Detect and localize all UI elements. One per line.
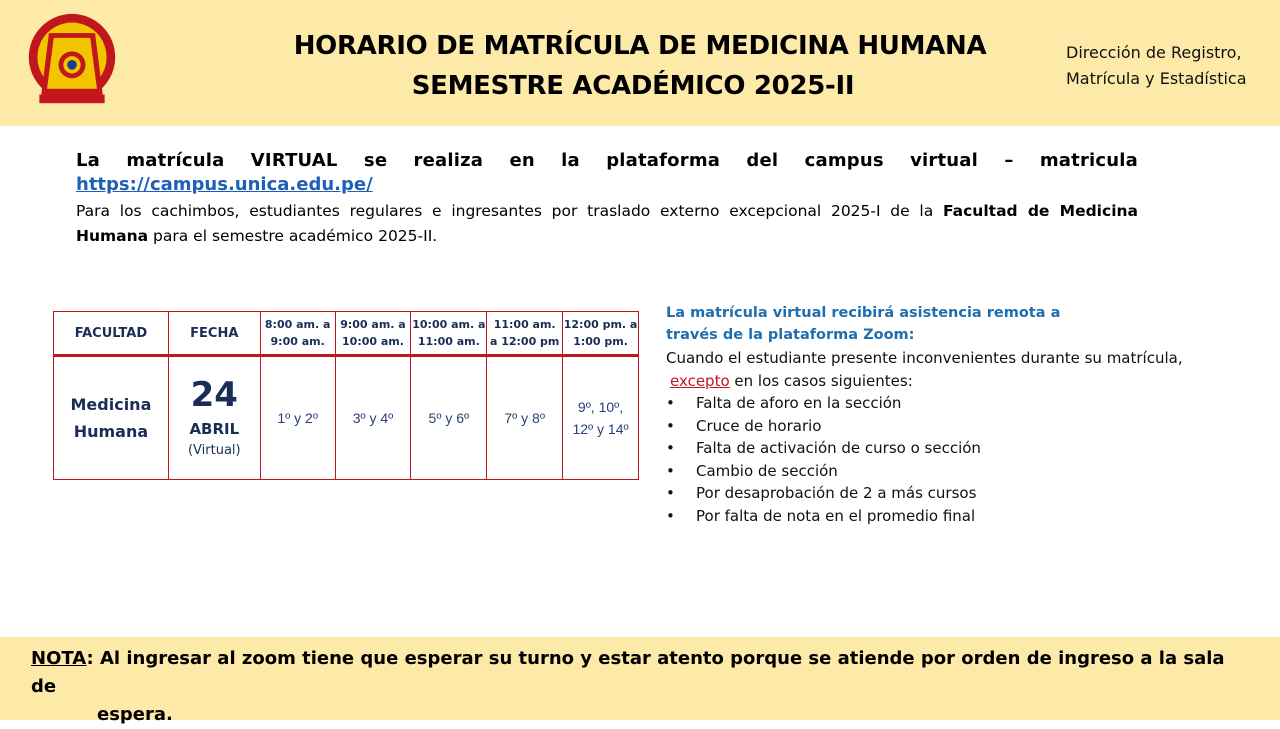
header-faculty: FACULTAD bbox=[54, 312, 169, 356]
semester-cell: 7º y 8º bbox=[487, 356, 563, 480]
header-slot: 9:00 am. a 10:00 am. bbox=[335, 312, 411, 356]
title-line-2: SEMESTRE ACADÉMICO 2025-II bbox=[411, 71, 855, 101]
bullet-icon: • bbox=[666, 484, 675, 502]
intro-line-2-post: para el semestre académico 2025-II. bbox=[148, 227, 438, 245]
assistance-heading: La matrícula virtual recibirá asistencia remota a través de la plataforma Zoom: bbox=[666, 305, 1061, 343]
university-logo bbox=[24, 12, 120, 108]
header-slot: 10:00 am. a 11:00 am. bbox=[411, 312, 487, 356]
note-text-line-2: espera. bbox=[97, 704, 173, 725]
schedule-row bbox=[54, 356, 639, 480]
date-mode: (Virtual) bbox=[187, 443, 241, 458]
date-cell bbox=[168, 356, 260, 480]
semester-cell: 5º y 6º bbox=[411, 356, 487, 480]
intro-faculty-bold: Facultad de Medicina Humana bbox=[76, 202, 1138, 245]
page-title bbox=[200, 26, 1080, 106]
office-line-1: Dirección de Registro, bbox=[1066, 43, 1242, 62]
except-word: excepto bbox=[670, 371, 730, 390]
except-rest: en los casos siguientes: bbox=[729, 371, 913, 390]
faculty-cell: Medicina Humana bbox=[54, 356, 169, 480]
semester-cell: 1º y 2º bbox=[260, 356, 335, 480]
note-text-line-1: Al ingresar al zoom tiene que esperar su turno y estar atento porque se atiende por orden de ingreso a la sala de bbox=[31, 648, 1225, 697]
note-colon: : bbox=[86, 648, 94, 669]
intro-text bbox=[76, 148, 1138, 249]
list-item: • Falta de activación de curso o sección bbox=[666, 437, 1206, 460]
bullet-icon: • bbox=[666, 416, 675, 435]
header-slot: 12:00 pm. a 1:00 pm. bbox=[563, 312, 639, 356]
office-name bbox=[1066, 40, 1247, 92]
header-slot: 8:00 am. a 9:00 am. bbox=[260, 312, 335, 356]
header-date: FECHA bbox=[168, 312, 260, 356]
schedule-table bbox=[53, 311, 639, 480]
note-label: NOTA bbox=[31, 648, 87, 669]
bullet-icon: • bbox=[666, 439, 675, 457]
footer-note bbox=[31, 645, 1251, 729]
header-slot: 11:00 am. a 12:00 pm bbox=[487, 312, 563, 356]
schedule-header-row bbox=[54, 312, 639, 356]
assistance-info bbox=[666, 302, 1206, 527]
header-banner bbox=[0, 0, 1280, 126]
date-day: 24 bbox=[190, 375, 238, 415]
semester-cell: 9º, 10º, 12º y 14º bbox=[563, 356, 639, 480]
assistance-description bbox=[666, 347, 1206, 392]
intro-line-1: La matrícula VIRTUAL se realiza en la plataforma del campus virtual – matricula bbox=[76, 150, 1138, 171]
list-item: • Falta de aforo en la sección bbox=[666, 392, 1206, 415]
list-item: • Por desaprobación de 2 a más cursos bbox=[666, 482, 1206, 505]
intro-line-2-pre: Para los cachimbos, estudiantes regulares e ingresantes por traslado externo excepcional 2025-I de la bbox=[76, 202, 943, 220]
intro-paragraph-2 bbox=[76, 199, 1138, 249]
date-month: ABRIL bbox=[189, 420, 240, 438]
bullet-icon: • bbox=[666, 506, 675, 525]
list-item: • Por falta de nota en el promedio final bbox=[666, 505, 1206, 528]
list-item: • Cambio de sección bbox=[666, 460, 1206, 483]
bullet-icon: • bbox=[666, 461, 675, 480]
office-line-2: Matrícula y Estadística bbox=[1066, 69, 1247, 88]
assistance-description-text: Cuando el estudiante presente inconvenientes durante su matrícula, bbox=[666, 349, 1183, 367]
title-line-1: HORARIO DE MATRÍCULA DE MEDICINA HUMANA bbox=[293, 31, 987, 61]
footer-banner bbox=[0, 637, 1280, 725]
semester-cell: 3º y 4º bbox=[335, 356, 411, 480]
exception-list bbox=[666, 392, 1206, 527]
bullet-icon: • bbox=[666, 394, 675, 412]
list-item: • Cruce de horario bbox=[666, 415, 1206, 438]
campus-link[interactable]: https://campus.unica.edu.pe/ bbox=[76, 174, 373, 195]
